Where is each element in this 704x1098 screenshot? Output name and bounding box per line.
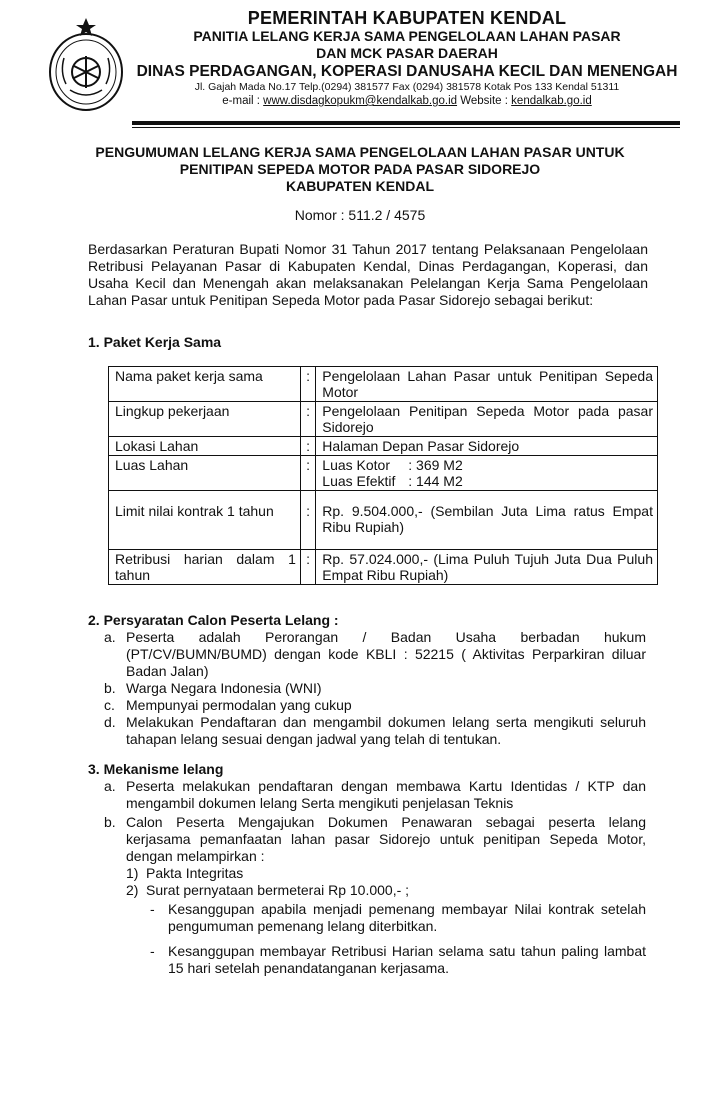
list-item — [104, 778, 646, 812]
list-marker: - — [150, 901, 155, 917]
row-label: Nama paket kerja sama — [109, 367, 301, 402]
effective-area-label: Luas Efektif — [322, 473, 396, 489]
letterhead-address: Jl. Gajah Mada No.17 Telp.(0294) 381577 Fax (0294) 381578 Kotak Pos 133 Kendal 51311 — [194, 81, 620, 93]
list-item-text: Calon Peserta Mengajukan Dokumen Penawaran sebagai peserta lelang kerjasama pemanfaatan lahan pasar Sidorejo untuk penitipan Sepeda Motor, dengan melampirkan : — [126, 814, 646, 864]
letterhead-government: PEMERINTAH KABUPATEN KENDAL — [247, 8, 567, 28]
title-line-1: PENGUMUMAN LELANG KERJA SAMA PENGELOLAAN LAHAN PASAR UNTUK — [95, 144, 625, 160]
row-label: Limit nilai kontrak 1 tahun — [109, 491, 301, 550]
row-value: Halaman Depan Pasar Sidorejo — [316, 437, 658, 456]
list-marker: 1) — [126, 865, 139, 881]
website-link[interactable]: kendalkab.go.id — [511, 95, 592, 107]
list-marker: 2) — [126, 882, 139, 898]
list-item-text: Kesanggupan membayar Retribusi Harian selama satu tahun paling lambat 15 hari setelah penandatanganan kerjasama. — [168, 943, 646, 976]
letterhead-thin-rule — [132, 127, 680, 128]
list-item — [146, 901, 646, 935]
list-marker: c. — [104, 697, 115, 713]
mechanism-list — [104, 778, 646, 977]
list-item-text: Mempunyai permodalan yang cukup — [126, 697, 352, 713]
list-marker: b. — [104, 680, 116, 696]
list-marker: d. — [104, 714, 116, 730]
row-separator: : — [300, 550, 315, 585]
document-number: Nomor : 511.2 / 4575 — [294, 207, 426, 223]
row-label: Retribusi harian dalam 1 tahun — [109, 550, 301, 585]
section-1-heading: 1. Paket Kerja Sama — [88, 334, 222, 350]
gross-area-value: : 369 M2 — [408, 457, 463, 473]
list-item-text: Peserta melakukan pendaftaran dengan membawa Kartu Identidas / KTP dan mengambil dokumen lelang Serta mengikuti penjelasan Teknis — [126, 778, 646, 811]
title-line-2: PENITIPAN SEPEDA MOTOR PADA PASAR SIDOREJO — [179, 161, 541, 177]
list-item-text: Peserta adalah Perorangan / Badan Usaha berbadan hukum (PT/CV/BUMN/BUMD) dengan kode KBLI : 52215 ( Aktivitas Perparkiran diluar Badan Jalan) — [126, 629, 646, 679]
row-value — [316, 456, 658, 491]
table-row — [109, 491, 658, 550]
list-item — [126, 865, 646, 882]
table-row — [109, 550, 658, 585]
row-value: Pengelolaan Penitipan Sepeda Motor pada pasar Sidorejo — [316, 402, 658, 437]
list-item-text: Melakukan Pendaftaran dan mengambil dokumen lelang serta mengikuti seluruh tahapan lelang sesuai dengan jadwal yang telah di tentukan. — [126, 714, 646, 747]
requirements-list — [104, 629, 646, 748]
row-separator: : — [300, 437, 315, 456]
list-marker: a. — [104, 629, 116, 645]
effective-area-value: : 144 M2 — [408, 473, 463, 489]
kendal-regency-seal-icon — [40, 14, 132, 114]
row-separator: : — [300, 367, 315, 402]
row-value: Rp. 57.024.000,- (Lima Puluh Tujuh Juta Dua Puluh Empat Ribu Rupiah) — [316, 550, 658, 585]
row-label: Lokasi Lahan — [109, 437, 301, 456]
table-row — [109, 402, 658, 437]
intro-paragraph: Berdasarkan Peraturan Bupati Nomor 31 Tahun 2017 tentang Pelaksanaan Pengelolaan Retribusi Pelayanan Pasar di Kabupaten Kendal, Dinas Perdagangan, Koperasi, dan Usaha Kecil dan Menengah akan melaksanakan Pelelangan Kerja Sama Pengelolaan Lahan Pasar untuk Penitipan Sepeda Motor pada Pasar Sidorejo sebagai berikut: — [88, 241, 648, 308]
table-row — [109, 437, 658, 456]
list-marker: a. — [104, 778, 116, 794]
letterhead-thick-rule — [132, 121, 680, 125]
list-item — [104, 697, 646, 714]
letterhead-committee-2: DAN MCK PASAR DAERAH — [316, 45, 498, 61]
gross-area-label: Luas Kotor — [322, 457, 390, 473]
list-item — [104, 680, 646, 697]
row-label: Luas Lahan — [109, 456, 301, 491]
list-item-text: Kesanggupan apabila menjadi pemenang membayar Nilai kontrak setelah pengumuman pemenang lelang diterbitkan. — [168, 901, 646, 934]
attachments-list — [104, 865, 646, 977]
list-item-text: Pakta Integritas — [146, 865, 244, 881]
row-value: Pengelolaan Lahan Pasar untuk Penitipan Sepeda Motor — [316, 367, 658, 402]
statement-list — [126, 901, 646, 977]
website-label: Website : — [457, 95, 512, 107]
letterhead-committee: PANITIA LELANG KERJA SAMA PENGELOLAAN LAHAN PASAR — [193, 28, 621, 44]
row-separator: : — [300, 456, 315, 491]
list-item — [104, 714, 646, 748]
list-marker: - — [150, 943, 155, 959]
letterhead-contact — [134, 94, 680, 108]
title-line-3: KABUPATEN KENDAL — [285, 178, 435, 194]
list-item — [126, 882, 646, 899]
list-item-text: Warga Negara Indonesia (WNI) — [126, 680, 322, 696]
table-row — [109, 456, 658, 491]
row-separator: : — [300, 402, 315, 437]
table-row — [109, 367, 658, 402]
list-item — [146, 943, 646, 977]
package-table — [108, 366, 658, 585]
list-marker: b. — [104, 814, 116, 830]
row-value: Rp. 9.504.000,- (Sembilan Juta Lima ratus Empat Ribu Rupiah) — [316, 491, 658, 550]
section-2-heading: 2. Persyaratan Calon Peserta Lelang : — [88, 612, 339, 628]
row-separator: : — [300, 491, 315, 550]
email-label: e-mail : — [222, 95, 264, 107]
list-item — [104, 814, 646, 865]
list-item-text: Surat pernyataan bermeterai Rp 10.000,- ; — [146, 882, 410, 898]
letterhead-agency: DINAS PERDAGANGAN, KOPERASI DANUSAHA KECIL DAN MENENGAH — [136, 63, 678, 80]
email-link[interactable]: www.disdagkopukm@kendalkab.go.id — [263, 95, 458, 107]
row-label: Lingkup pekerjaan — [109, 402, 301, 437]
document-title — [60, 144, 660, 195]
list-item — [104, 629, 646, 680]
letterhead — [134, 8, 680, 108]
section-3-heading: 3. Mekanisme lelang — [88, 761, 224, 777]
